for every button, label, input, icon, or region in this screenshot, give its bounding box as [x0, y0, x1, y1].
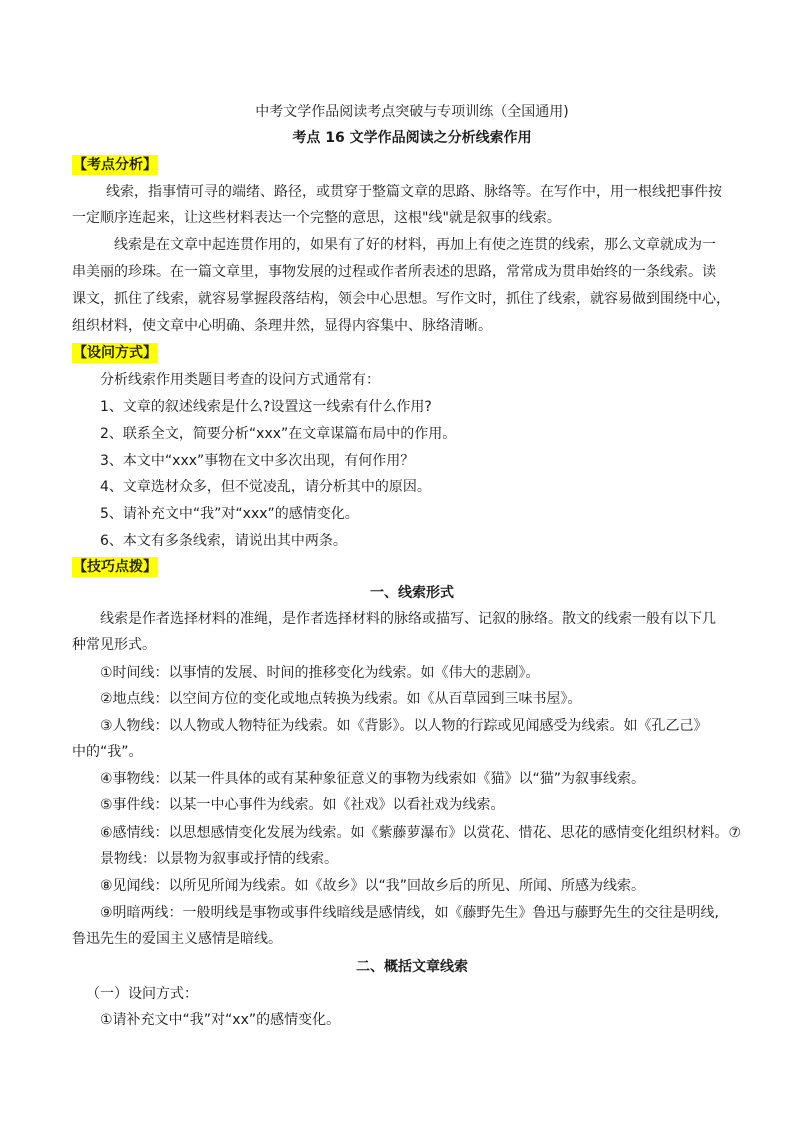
section-tag-tips: 【技巧点拨】 [73, 559, 157, 575]
form-dual-line-2: 鲁迅先生的爱国主义感情是暗线。 [72, 931, 282, 947]
analysis-paragraph-2-line-3: 课文，抓住了线索，就容易掌握段落结构，领会中心思想。写作文时，抓住了线索，就容易做到围绕中心， [72, 291, 730, 307]
question-item: 2、联系全文，简要分析“xxx”在文章谋篇布局中的作用。 [100, 426, 457, 442]
form-object-line: ④事物线：以某一件具体的或有某种象征意义的事物为线索如《猫》以“猫”为叙事线索。 [100, 771, 646, 787]
analysis-paragraph-2-line-4: 组织材料，使文章中心明确、条理井然，显得内容集中、脉络清晰。 [72, 318, 492, 334]
form-seen-heard-line: ⑧见闻线：以所见所闻为线索。如《故乡》以“我”回故乡后的所见、所闻、所感为线索。 [100, 878, 646, 894]
section-tag-analysis: 【考点分析】 [73, 157, 157, 173]
form-time-line: ①时间线：以事情的发展、时间的推移变化为线索。如《伟大的悲剧》。 [100, 665, 540, 681]
analysis-paragraph-1-line-2: 一定顺序连起来，让这些材料表达一个完整的意思，这根"线"就是叙事的线索。 [72, 210, 561, 226]
questions-tag-row [72, 340, 752, 366]
heading-summarize-clues: 二、概括文章线索 [356, 959, 468, 975]
question-item: 4、文章选材众多，但不觉凌乱，请分析其中的原因。 [100, 479, 431, 495]
heading-clue-forms: 一、线索形式 [370, 585, 454, 601]
subquestion-item: ①请补充文中“我”对“xx”的感情变化。 [100, 1012, 341, 1028]
form-person-line-1: ③人物线：以人物或人物特征为线索。如《背影》。以人物的行踪或见闻感受为线索。如《孔乙己》 [100, 718, 708, 734]
form-scenery-line: 景物线：以景物为叙事或抒情的线索。 [100, 851, 338, 867]
form-emotion-line: ⑥感情线：以思想感情变化发展为线索。如《紫藤萝瀑布》以赏花、惜花、思花的感情变化组织材料。⑦ [100, 825, 742, 841]
subheading-question-style: （一）设问方式： [86, 986, 198, 1002]
form-dual-line-1: ⑨明暗两线：一般明线是事物或事件线暗线是感情线，如《藤野先生》鲁迅与藤野先生的交往是明线, [100, 905, 719, 921]
form-event-line: ⑤事件线：以某一中心事件为线索。如《社戏》以看社戏为线索。 [100, 797, 505, 813]
analysis-paragraph-2-line-1: 线索是在文章中起连贯作用的，如果有了好的材料，再加上有使之连贯的线索，那么文章就成为一 [114, 237, 716, 253]
section-tag-questions: 【设问方式】 [73, 345, 157, 361]
tips-tag-row [72, 554, 752, 580]
analysis-tag-row [72, 152, 752, 178]
tips-intro-line-2: 种常见形式。 [72, 637, 156, 653]
series-title: 中考文学作品阅读考点突破与专项训练（全国通用) [255, 104, 569, 120]
tips-intro-line-1: 线索是作者选择材料的准绳，是作者选择材料的脉络或描写、记叙的脉络。散文的线索一般有以下几 [100, 611, 716, 627]
topic-title: 考点 16 文学作品阅读之分析线索作用 [292, 130, 532, 146]
analysis-paragraph-2-line-2: 串美丽的珍珠。在一篇文章里，事物发展的过程或作者所表述的思路，常常成为贯串始终的一条线索。读 [72, 264, 716, 280]
question-item: 1、文章的叙述线索是什么?设置这一线索有什么作用? [100, 399, 432, 415]
questions-intro: 分析线索作用类题目考查的设问方式通常有： [100, 372, 380, 388]
question-item: 5、请补充文中“我”对“xxx”的感情变化。 [100, 506, 359, 522]
form-person-line-2: 中的“我”。 [72, 744, 143, 760]
form-place-line: ②地点线：以空间方位的变化或地点转换为线索。如《从百草园到三味书屋》。 [100, 691, 582, 707]
question-item: 6、本文有多条线索，请说出其中两条。 [100, 533, 347, 549]
analysis-paragraph-1-line-1: 线索，指事情可寻的端绪、路径，或贯穿于整篇文章的思路、脉络等。在写作中，用一根线把事件按 [106, 184, 722, 200]
question-item: 3、本文中“xxx”事物在文中多次出现，有何作用？ [100, 453, 415, 469]
